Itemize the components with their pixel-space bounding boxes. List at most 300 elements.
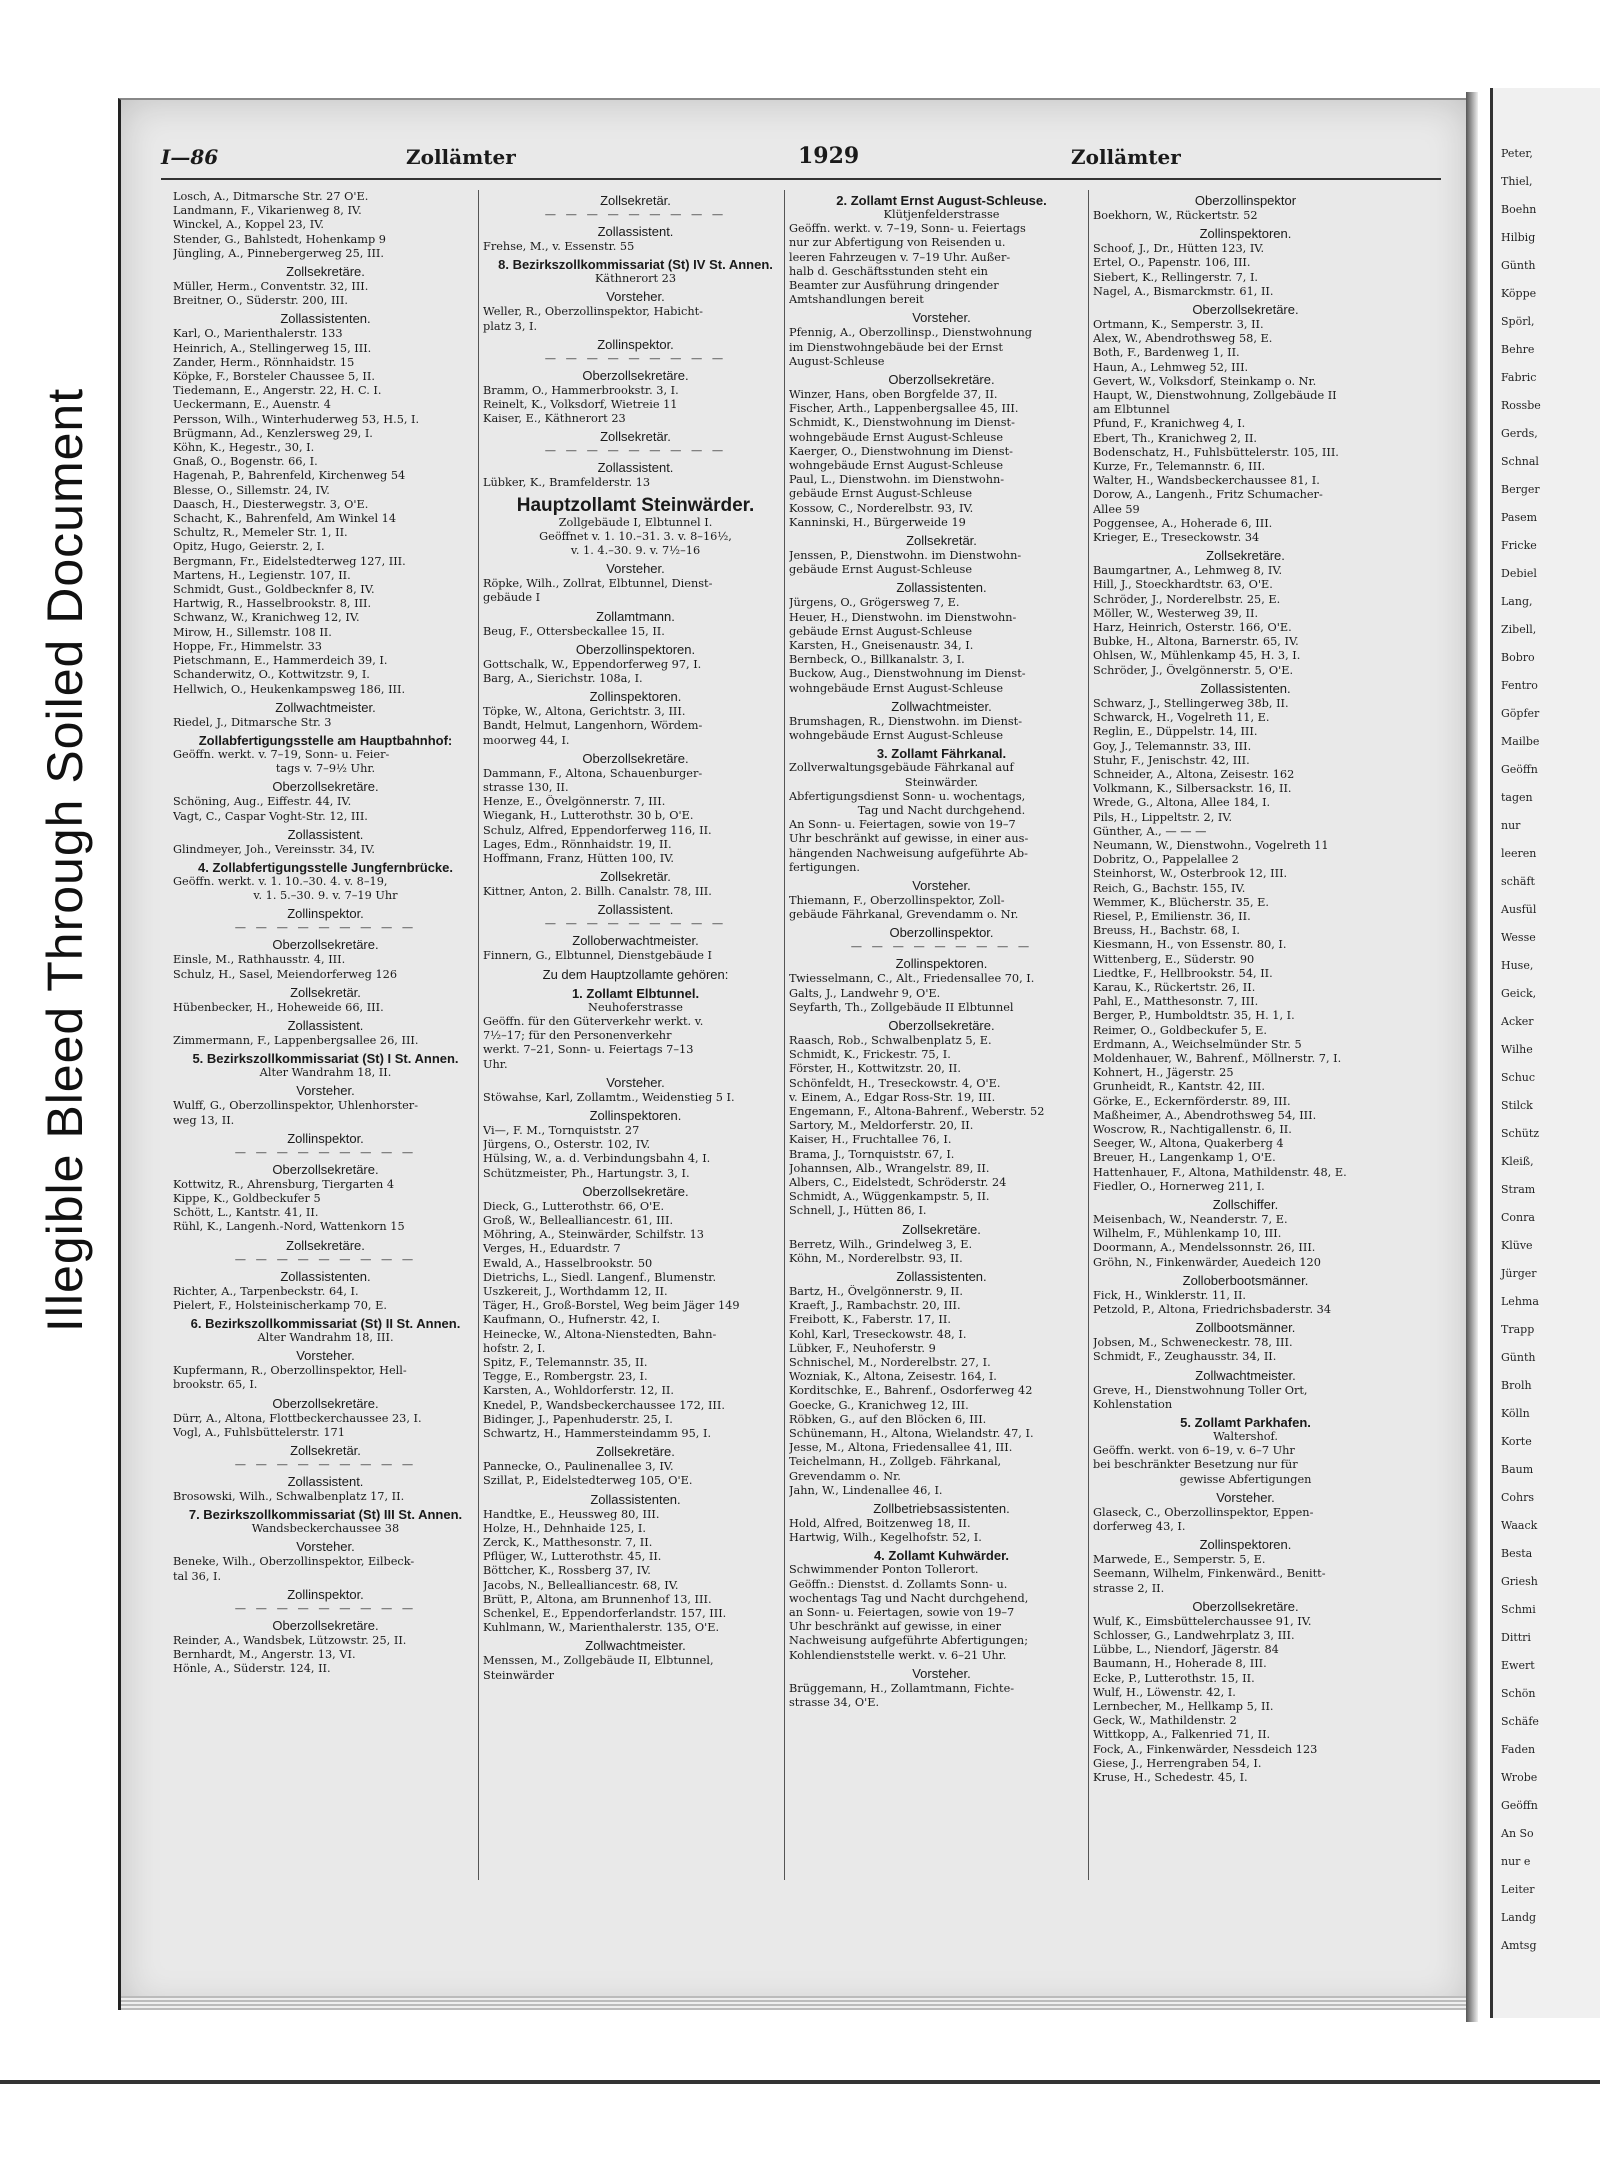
entry-line: werkt. 7–21, Sonn- u. Feiertags 7–13 bbox=[483, 1043, 694, 1057]
column-divider bbox=[478, 190, 479, 1880]
entry-line: Henze, E., Övelgönnerstr. 7, III. bbox=[483, 795, 666, 809]
entry-line: Vogl, A., Fuhlsbüttelerstr. 171 bbox=[173, 1425, 345, 1439]
section-heading: Zollsekretär. bbox=[290, 1442, 361, 1458]
entry-line: Wilhelm, F., Mühlenkamp 10, III. bbox=[1093, 1227, 1282, 1241]
entry-line: Reimer, O., Goldbeckufer 5, E. bbox=[1093, 1023, 1268, 1037]
entry-line: Karsten, H., Gneisenaustr. 34, I. bbox=[789, 639, 974, 653]
adjacent-page-text: Lehma bbox=[1501, 1295, 1539, 1308]
entry-line: Kruse, H., Schedestr. 45, I. bbox=[1093, 1771, 1248, 1785]
entry-line: Kaiser, E., Käthnerort 23 bbox=[483, 412, 626, 426]
vacant-placeholder: — — — — — — — — — bbox=[544, 917, 727, 931]
entry-line: Fischer, Arth., Lappenbergsallee 45, III. bbox=[789, 402, 1019, 416]
entry-line: Verges, H., Eduardstr. 7 bbox=[483, 1242, 621, 1256]
entry-line: Stender, G., Bahlstedt, Hohenkamp 9 bbox=[173, 232, 386, 246]
adjacent-page-text: Huse, bbox=[1501, 959, 1534, 972]
adjacent-page-text: Landg bbox=[1501, 1911, 1537, 1924]
entry-line: im Dienstwohngebäude bei der Ernst bbox=[789, 340, 1003, 354]
entry-line: Breitner, O., Süderstr. 200, III. bbox=[173, 294, 348, 308]
adjacent-page-text: Geick, bbox=[1501, 987, 1537, 1000]
section-heading: Vorsteher. bbox=[606, 289, 665, 305]
entry-line: strasse 130, II. bbox=[483, 781, 569, 795]
entry-line: Hönle, A., Süderstr. 124, II. bbox=[173, 1662, 331, 1676]
entry-line: Marwede, E., Semperstr. 5, E. bbox=[1093, 1553, 1266, 1567]
section-heading: Zollinspektor. bbox=[287, 906, 364, 922]
entry-line: Bergmann, Fr., Eidelstedterweg 127, III. bbox=[173, 554, 406, 568]
entry-line: Hagenah, P., Bahrenfeld, Kirchenweg 54 bbox=[173, 469, 406, 483]
centered-line: Wandsbeckerchaussee 38 bbox=[251, 1522, 400, 1536]
office-heading: 7. Bezirkszollkommissariat (St) III St. Annen. bbox=[188, 1507, 463, 1523]
entry-line: Sartory, M., Meldorferstr. 20, II. bbox=[789, 1119, 974, 1133]
adjacent-page-text: Waack bbox=[1501, 1519, 1538, 1532]
entry-line: Einsle, M., Rathhausstr. 4, III. bbox=[173, 953, 346, 967]
adjacent-page-text: Zibell, bbox=[1501, 623, 1537, 636]
adjacent-page-text: Köppe bbox=[1501, 287, 1537, 300]
centered-line: Alter Wandrahm 18, III. bbox=[257, 1330, 394, 1344]
adjacent-page-text: Ausfül bbox=[1501, 903, 1537, 916]
section-heading: Zollinspektoren. bbox=[1199, 226, 1292, 242]
section-heading: Zollsekretäre. bbox=[286, 264, 365, 280]
column-1 bbox=[173, 190, 478, 1676]
entry-line: Günther, A., — — — bbox=[1093, 824, 1207, 838]
adjacent-page-text: Dittri bbox=[1501, 1631, 1531, 1644]
adjacent-page-text: Ewert bbox=[1501, 1659, 1535, 1672]
centered-line: tags v. 7–9½ Uhr. bbox=[275, 762, 376, 776]
entry-line: Schwanz, W., Kranichweg 12, IV. bbox=[173, 611, 360, 625]
adjacent-page-text: Schuc bbox=[1501, 1071, 1536, 1084]
entry-line: Berger, P., Humboldtstr. 35, H. 1, I. bbox=[1093, 1009, 1295, 1023]
entry-line: Hübenbecker, H., Hoheweide 66, III. bbox=[173, 1000, 384, 1014]
entry-line: Geöffn. werkt. v. 7–19, Sonn- u. Feiertags bbox=[789, 222, 1026, 236]
section-heading: Zollsekretär. bbox=[600, 429, 671, 445]
adjacent-page-text: Behre bbox=[1501, 343, 1535, 356]
section-heading: Zollbootsmänner. bbox=[1195, 1320, 1296, 1336]
entry-line: Zander, Herm., Rönnhaidstr. 15 bbox=[173, 355, 355, 369]
entry-line: Hellwich, O., Heukenkampsweg 186, III. bbox=[173, 682, 406, 696]
entry-line: Goy, J., Telemannstr. 33, III. bbox=[1093, 739, 1252, 753]
entry-line: 7½–17; für den Personenverkehr bbox=[483, 1029, 672, 1043]
office-heading: 3. Zollamt Fährkanal. bbox=[876, 746, 1007, 762]
section-heading: Oberzollsekretäre. bbox=[272, 937, 379, 953]
section-heading: Zollassistenten. bbox=[896, 1268, 987, 1284]
centered-line: v. 1. 5.–30. 9. v. 7–19 Uhr bbox=[253, 889, 398, 903]
entry-line: brookstr. 65, I. bbox=[173, 1378, 258, 1392]
entry-line: wochentags Tag und Nacht durchgehend, bbox=[789, 1591, 1029, 1605]
entry-line: Hoffmann, Franz, Hütten 100, IV. bbox=[483, 852, 674, 866]
entry-line: Breuer, H., Langenkamp 1, O'E. bbox=[1093, 1151, 1276, 1165]
adjacent-page-text: Göpfer bbox=[1501, 707, 1540, 720]
entry-line: dorferweg 43, I. bbox=[1093, 1520, 1186, 1534]
section-heading: Zollinspektoren. bbox=[589, 689, 682, 705]
entry-line: Schmidt, K., Dienstwohnung im Dienst- bbox=[789, 416, 1015, 430]
entry-line: wohngebäude Ernst August-Schleuse bbox=[789, 459, 1004, 473]
entry-line: Schenkel, E., Eppendorferlandstr. 157, III. bbox=[483, 1607, 727, 1620]
entry-line: Baumann, H., Hoherade 8, III. bbox=[1093, 1657, 1267, 1671]
entry-line: Karau, K., Rückertstr. 26, II. bbox=[1093, 980, 1256, 994]
entry-line: Poggensee, A., Hoherade 6, III. bbox=[1093, 516, 1273, 530]
entry-line: Gröhn, N., Finkenwärder, Auedeich 120 bbox=[1093, 1255, 1321, 1269]
column-3 bbox=[789, 190, 1094, 1710]
adjacent-page-text: Conra bbox=[1501, 1211, 1535, 1224]
section-heading: Oberzollsekretäre. bbox=[1192, 1598, 1299, 1614]
section-heading: Zollassistent. bbox=[597, 224, 674, 239]
entry-line: Steinhorst, W., Osterbrook 12, III. bbox=[1093, 867, 1288, 881]
adjacent-page-text: An So bbox=[1501, 1827, 1534, 1840]
adjacent-page-text: nur bbox=[1501, 819, 1521, 832]
entry-line: Schützmeister, Ph., Hartungstr. 3, I. bbox=[483, 1166, 690, 1180]
adjacent-page-text: Fabric bbox=[1501, 371, 1537, 384]
entry-line: Buckow, Aug., Dienstwohnung im Dienst- bbox=[789, 667, 1026, 681]
adjacent-page-text: nur e bbox=[1501, 1855, 1531, 1868]
entry-line: Woscrow, R., Nachtigallenstr. 6, II. bbox=[1093, 1122, 1292, 1136]
entry-line: Bernbeck, O., Billkanalstr. 3, I. bbox=[789, 653, 965, 667]
entry-line: Doormann, A., Mendelssonnstr. 26, III. bbox=[1093, 1241, 1316, 1255]
adjacent-page-text: Spörl, bbox=[1501, 315, 1535, 328]
centered-line: Klütjenfelderstrasse bbox=[883, 208, 1000, 221]
entry-line: Losch, A., Ditmarsche Str. 27 O'E. bbox=[173, 190, 369, 203]
entry-line: Pahl, E., Matthesonstr. 7, III. bbox=[1093, 995, 1259, 1009]
adjacent-page-text: Wrobe bbox=[1501, 1771, 1538, 1784]
vacant-placeholder: — — — — — — — — — bbox=[234, 1145, 417, 1159]
entry-line: Schmidt, F., Zeughausstr. 34, II. bbox=[1093, 1350, 1277, 1364]
entry-line: Kanninski, H., Bürgerweide 19 bbox=[789, 515, 966, 529]
entry-line: Bernhardt, M., Angerstr. 13, VI. bbox=[173, 1648, 356, 1661]
entry-line: Schanderwitz, O., Kottwitzstr. 9, I. bbox=[173, 668, 370, 682]
section-heading: Zollassistenten. bbox=[590, 1491, 681, 1507]
adjacent-page-text: Trapp bbox=[1501, 1323, 1535, 1336]
entry-line: Möhring, A., Steinwärder, Schilfstr. 13 bbox=[483, 1228, 704, 1242]
adjacent-page-text: Korte bbox=[1501, 1435, 1532, 1448]
section-heading: Vorsteher. bbox=[912, 310, 971, 326]
section-heading: Oberzollsekretäre. bbox=[888, 372, 995, 388]
vacant-placeholder: — — — — — — — — — bbox=[234, 1601, 417, 1615]
entry-line: Schmidt, K., Frickestr. 75, I. bbox=[789, 1048, 951, 1062]
entry-line: Zimmermann, F., Lappenbergsallee 26, III. bbox=[173, 1033, 419, 1047]
entry-line: Korditschke, E., Bahrenf., Osdorferweg 42 bbox=[789, 1384, 1033, 1398]
entry-line: Köhn, M., Norderelbstr. 93, II. bbox=[789, 1251, 963, 1265]
entry-line: Vagt, C., Caspar Voght-Str. 12, III. bbox=[173, 809, 368, 823]
entry-line: Wulff, G., Oberzollinspektor, Uhlenhorster- bbox=[173, 1099, 419, 1113]
entry-line: Kupfermann, R., Oberzollinspektor, Hell- bbox=[173, 1364, 407, 1378]
entry-line: Hartwig, R., Hasselbrookstr. 8, III. bbox=[173, 597, 372, 611]
section-heading: Zollsekretäre. bbox=[1206, 548, 1285, 564]
entry-line: Ortmann, K., Semperstr. 3, II. bbox=[1093, 318, 1264, 332]
office-heading: 8. Bezirkszollkommissariat (St) IV St. Annen. bbox=[498, 257, 773, 273]
entry-line: Kossow, C., Norderelbstr. 93, IV. bbox=[789, 501, 974, 515]
adjacent-page-text: Baum bbox=[1501, 1463, 1534, 1476]
entry-line: Wozniak, K., Altona, Zeisestr. 164, I. bbox=[789, 1370, 997, 1384]
adjacent-page-text: Besta bbox=[1501, 1547, 1533, 1560]
entry-line: platz 3, I. bbox=[483, 319, 538, 333]
entry-line: Walter, H., Wandsbeckerchaussee 81, I. bbox=[1093, 474, 1320, 488]
section-heading: Zollschiffer. bbox=[1212, 1197, 1279, 1212]
entry-line: Steinwärder bbox=[483, 1668, 554, 1682]
vacant-placeholder: — — — — — — — — — bbox=[850, 940, 1033, 954]
entry-line: Geöffn. für den Güterverkehr werkt. v. bbox=[483, 1014, 704, 1028]
entry-line: Gevert, W., Volksdorf, Steinkamp o. Nr. bbox=[1093, 374, 1317, 388]
entry-line: Meisenbach, W., Neanderstr. 7, E. bbox=[1093, 1213, 1288, 1226]
entry-line: bei beschränkter Besetzung nur für bbox=[1093, 1458, 1298, 1472]
entry-line: wohngebäude Ernst August-Schleuse bbox=[789, 729, 1004, 743]
adjacent-page-text: Günth bbox=[1501, 259, 1536, 272]
section-heading: Oberzollsekretäre. bbox=[582, 1183, 689, 1199]
section-heading: Vorsteher. bbox=[296, 1083, 355, 1099]
entry-line: Knedel, P., Wandsbeckerchaussee 172, III. bbox=[483, 1398, 725, 1412]
entry-line: Daasch, H., Diesterwegstr. 3, O'E. bbox=[173, 497, 369, 511]
entry-line: gebäude Ernst August-Schleuse bbox=[789, 624, 973, 638]
vacant-placeholder: — — — — — — — — — bbox=[234, 1252, 417, 1266]
entry-line: Schnell, J., Hütten 86, I. bbox=[789, 1204, 927, 1218]
adjacent-page-text: Schön bbox=[1501, 1687, 1536, 1700]
entry-line: Lübbe, L., Niendorf, Jägerstr. 84 bbox=[1093, 1643, 1279, 1657]
entry-line: Kaiser, H., Fruchtallee 76, I. bbox=[789, 1133, 952, 1147]
entry-line: Görke, E., Eckernförderstr. 89, III. bbox=[1093, 1094, 1291, 1108]
entry-line: Kaerger, O., Dienstwohnung im Dienst- bbox=[789, 444, 1013, 458]
entry-line: Kohlendienststelle werkt. v. 6–21 Uhr. bbox=[789, 1648, 1007, 1662]
section-heading: Oberzollsekretäre. bbox=[582, 367, 689, 383]
entry-line: Zerck, K., Matthesonstr. 7, II. bbox=[483, 1535, 653, 1549]
entry-line: Erdmann, A., Weichselmünder Str. 5 bbox=[1093, 1037, 1302, 1051]
section-heading: Vorsteher. bbox=[606, 561, 665, 577]
entry-line: Schacht, K., Bahrenfeld, Am Winkel 14 bbox=[173, 512, 397, 526]
entry-line: Boekhorn, W., Rückertstr. 52 bbox=[1093, 209, 1258, 222]
entry-line: Schröder, J., Övelgönnerstr. 5, O'E. bbox=[1093, 663, 1294, 677]
section-heading: Zollsekretäre. bbox=[596, 1444, 675, 1460]
entry-line: Geöffn. werkt. von 6–19, v. 6–7 Uhr bbox=[1093, 1444, 1295, 1458]
entry-line: Köpke, F., Borsteler Chaussee 5, II. bbox=[173, 370, 375, 384]
column-divider bbox=[1088, 190, 1089, 1880]
entry-line: Finnern, G., Elbtunnel, Dienstgebäude I bbox=[483, 949, 712, 963]
entry-line: Schulz, Alfred, Eppendorferweg 116, II. bbox=[483, 823, 712, 837]
vacant-placeholder: — — — — — — — — — bbox=[544, 351, 727, 365]
entry-line: Wittkopp, A., Falkenried 71, II. bbox=[1093, 1728, 1271, 1742]
entry-line: fertigungen. bbox=[789, 860, 860, 874]
adjacent-page-text: Brolh bbox=[1501, 1379, 1532, 1392]
section-heading: Zollwachtmeister. bbox=[275, 699, 376, 715]
entry-line: Seemann, Wilhelm, Finkenwärd., Benitt- bbox=[1093, 1567, 1326, 1581]
adjacent-page-text: Boehn bbox=[1501, 203, 1537, 216]
entry-line: gebäude Ernst August-Schleuse bbox=[789, 563, 973, 577]
section-heading: Zollsekretär. bbox=[600, 869, 671, 885]
entry-line: Jesse, M., Altona, Friedensallee 41, III. bbox=[789, 1441, 1013, 1455]
entry-line: Handtke, E., Heussweg 80, III. bbox=[483, 1507, 660, 1521]
entry-line: Wulf, K., Eimsbüttelerchaussee 91, IV. bbox=[1093, 1614, 1312, 1628]
entry-line: Greve, H., Dienstwohnung Toller Ort, bbox=[1093, 1383, 1308, 1397]
adjacent-page-text: Faden bbox=[1501, 1743, 1536, 1756]
entry-line: strasse 34, O'E. bbox=[789, 1696, 880, 1710]
entry-line: Stuhr, F., Jenischstr. 42, III. bbox=[1093, 753, 1250, 767]
entry-line: Lages, Edm., Rönnhaidstr. 19, II. bbox=[483, 837, 672, 851]
entry-line: Siebert, K., Rellingerstr. 7, I. bbox=[1093, 270, 1259, 284]
entry-line: Thiemann, F., Oberzollinspektor, Zoll- bbox=[789, 893, 1005, 907]
centered-line: v. 1. 4.–30. 9. v. 7½–16 bbox=[570, 544, 701, 558]
entry-line: Neumann, W., Dienstwohn., Vogelreth 11 bbox=[1093, 838, 1329, 852]
entry-line: Pietschmann, E., Hammerdeich 39, I. bbox=[173, 654, 388, 668]
section-heading: Vorsteher. bbox=[912, 877, 971, 893]
centered-line: Käthnerort 23 bbox=[594, 272, 677, 286]
entry-line: Mirow, H., Sillemstr. 108 II. bbox=[173, 625, 332, 639]
adjacent-page-text: Kölln bbox=[1501, 1407, 1530, 1420]
entry-line: Rühl, K., Langenh.-Nord, Wattenkorn 15 bbox=[173, 1220, 405, 1234]
centered-line: Geöffnet v. 1. 10.–31. 3. v. 8–16½, bbox=[539, 529, 732, 543]
entry-line: Kohnert, H., Jägerstr. 25 bbox=[1093, 1066, 1234, 1080]
entry-line: Jüngling, A., Pinnebergerweg 25, III. bbox=[173, 246, 384, 260]
section-heading: Oberzollsekretäre. bbox=[888, 1017, 995, 1033]
adjacent-page-text: Schmi bbox=[1501, 1603, 1536, 1616]
column-4 bbox=[1093, 190, 1398, 1785]
entry-line: Pannecke, O., Paulinenallee 3, IV. bbox=[483, 1460, 674, 1474]
entry-line: Menssen, M., Zollgebäude II, Elbtunnel, bbox=[483, 1654, 714, 1668]
entry-line: Schulz, H., Sasel, Meiendorferweg 126 bbox=[173, 967, 398, 981]
entry-line: Twiesselmann, C., Alt., Friedensallee 70, I. bbox=[789, 972, 1035, 986]
entry-line: Heuer, H., Dienstwohn. im Dienstwohn- bbox=[789, 610, 1017, 624]
entry-line: Martens, H., Legienstr. 107, II. bbox=[173, 568, 351, 582]
entry-line: Lübker, K., Bramfelderstr. 13 bbox=[483, 476, 651, 490]
main-office-heading: Hauptzollamt Steinwärder. bbox=[516, 494, 755, 516]
entry-line: Böttcher, K., Rossberg 37, IV. bbox=[483, 1564, 651, 1578]
adjacent-page-text: Rossbe bbox=[1501, 399, 1541, 412]
adjacent-page-text: Acker bbox=[1501, 1015, 1534, 1028]
entry-line: Täger, H., Groß-Borstel, Weg beim Jäger 149 bbox=[483, 1299, 740, 1313]
entry-line: Brama, J., Tornquiststr. 67, I. bbox=[789, 1147, 955, 1161]
adjacent-page-text: Mailbe bbox=[1501, 735, 1540, 748]
entry-line: Fock, A., Finkenwärder, Nessdeich 123 bbox=[1093, 1742, 1318, 1756]
entry-line: Beneke, Wilh., Oberzollinspektor, Eilbeck- bbox=[173, 1555, 415, 1569]
adjacent-page-text: Fentro bbox=[1501, 679, 1538, 692]
entry-line: Landmann, F., Vikarienweg 8, IV. bbox=[173, 204, 362, 218]
entry-line: Paul, L., Dienstwohn. im Dienstwohn- bbox=[789, 473, 1005, 487]
section-heading: Oberzollsekretäre. bbox=[272, 1617, 379, 1633]
section-heading: Zollsekretär. bbox=[600, 193, 671, 208]
centered-line: gewisse Abfertigungen bbox=[1179, 1472, 1312, 1486]
section-heading: Zollassistent. bbox=[287, 1473, 364, 1489]
entry-line: Uhr. bbox=[483, 1057, 508, 1071]
section-heading: Zollsekretär. bbox=[906, 533, 977, 549]
adjacent-page-text: Griesh bbox=[1501, 1575, 1538, 1588]
adjacent-page-text: Fricke bbox=[1501, 539, 1537, 552]
entry-line: Jacobs, N., Bellealliancestr. 68, IV. bbox=[483, 1578, 679, 1592]
entry-line: Uhr beschränkt auf gewisse, in einer aus- bbox=[789, 832, 1029, 846]
entry-line: Bodenschatz, H., Fuhlsbüttelerstr. 105, III. bbox=[1093, 445, 1339, 459]
section-heading: Zollamtmann. bbox=[596, 608, 675, 624]
entry-line: Wittenberg, E., Süderstr. 90 bbox=[1093, 952, 1255, 966]
adjacent-page-text: Berger bbox=[1501, 483, 1540, 496]
entry-line: Tegge, E., Rombergstr. 23, I. bbox=[483, 1370, 648, 1384]
adjacent-page-text: Geöffn bbox=[1501, 763, 1538, 776]
section-heading: Zollsekretär. bbox=[290, 984, 361, 1000]
entry-line: Kittner, Anton, 2. Billh. Canalstr. 78, III. bbox=[483, 885, 712, 899]
entry-line: Köhn, K., Hegestr., 30, I. bbox=[173, 441, 315, 455]
entry-line: Stöwahse, Karl, Zollamtm., Weidenstieg 5 I. bbox=[483, 1090, 735, 1104]
adjacent-page-text: Günth bbox=[1501, 1351, 1536, 1364]
entry-line: Pfennig, A., Oberzollinsp., Dienstwohnung bbox=[789, 326, 1032, 340]
entry-line: Tiedemann, E., Angerstr. 22, H. C. I. bbox=[173, 384, 382, 398]
entry-line: Johannsen, Alb., Wrangelstr. 89, II. bbox=[789, 1161, 990, 1175]
entry-line: Dieck, G., Lutterothstr. 66, O'E. bbox=[483, 1199, 665, 1213]
section-heading: Zollassistenten. bbox=[280, 1268, 371, 1284]
entry-line: Kurze, Fr., Telemannstr. 6, III. bbox=[1093, 460, 1266, 474]
entry-line: Seyfarth, Th., Zollgebäude II Elbtunnel bbox=[789, 1000, 1014, 1014]
entry-line: Kaufmann, O., Hufnerstr. 42, I. bbox=[483, 1313, 661, 1327]
entry-line: Kuhlmann, W., Marienthalerstr. 135, O'E. bbox=[483, 1621, 720, 1635]
entry-line: Schwarck, H., Vogelreth 11, E. bbox=[1093, 711, 1270, 725]
entry-line: an Sonn- u. Feiertagen, sowie von 19–7 bbox=[789, 1606, 1015, 1620]
entry-line: Riedel, J., Ditmarsche Str. 3 bbox=[173, 715, 332, 729]
adjacent-page-text: Bobro bbox=[1501, 651, 1535, 664]
entry-line: Dietrichs, L., Siedl. Langenf., Blumenstr. bbox=[483, 1270, 717, 1284]
entry-line: Albers, C., Eidelstedt, Schröderstr. 24 bbox=[789, 1175, 1007, 1189]
section-heading: Zollinspektoren. bbox=[1199, 1537, 1292, 1553]
section-heading: Vorsteher. bbox=[606, 1074, 665, 1090]
header-rule bbox=[161, 178, 1441, 180]
entry-line: Jürgens, O., Grögersweg 7, E. bbox=[789, 596, 960, 610]
entry-line: Seeger, W., Altona, Quakerberg 4 bbox=[1093, 1137, 1284, 1151]
entry-line: Liedtke, F., Hellbrookstr. 54, II. bbox=[1093, 966, 1273, 980]
entry-line: Schwartz, H., Hammersteindamm 95, I. bbox=[483, 1426, 712, 1440]
adjacent-page-text: Pasem bbox=[1501, 511, 1538, 524]
section-heading: Oberzollinspektor bbox=[1194, 193, 1297, 208]
entry-line: Förster, H., Kottwitzstr. 20, II. bbox=[789, 1062, 961, 1076]
entry-line: Jürgens, O., Osterstr. 102, IV. bbox=[483, 1138, 651, 1152]
page-header bbox=[161, 145, 1441, 175]
section-heading: Zollassistenten. bbox=[896, 580, 987, 596]
entry-line: Goecke, G., Kranichweg 12, III. bbox=[789, 1398, 969, 1412]
section-heading: Zollbetriebsassistenten. bbox=[873, 1501, 1010, 1517]
entry-line: Reglin, E., Düppelstr. 14, III. bbox=[1093, 725, 1258, 739]
section-heading: Zollassistenten. bbox=[280, 311, 371, 327]
entry-line: Heinecke, W., Altona-Nienstedten, Bahn- bbox=[483, 1327, 717, 1341]
entry-line: Reinelt, K., Volksdorf, Wietreie 11 bbox=[483, 398, 678, 412]
centered-line: Alter Wandrahm 18, II. bbox=[259, 1066, 392, 1080]
adjacent-page-text: Leiter bbox=[1501, 1883, 1535, 1896]
section-heading: Zolloberwachtmeister. bbox=[572, 933, 699, 949]
entry-line: Both, F., Bardenweg 1, II. bbox=[1093, 346, 1240, 360]
entry-line: Maßheimer, A., Abendrothsweg 54, III. bbox=[1093, 1108, 1317, 1122]
page-number: I—86 bbox=[161, 145, 219, 169]
section-heading: Zollinspektoren. bbox=[895, 956, 988, 972]
section-heading: Zollinspektor. bbox=[597, 336, 674, 352]
section-heading: Oberzollsekretäre. bbox=[272, 1395, 379, 1411]
section-heading: Oberzollsekretäre. bbox=[272, 779, 379, 795]
entry-line: Schoof, J., Dr., Hütten 123, IV. bbox=[1093, 242, 1265, 256]
section-heading: Zollsekretäre. bbox=[286, 1237, 365, 1253]
entry-line: Vi—, F. M., Tornquiststr. 27 bbox=[483, 1123, 640, 1137]
section-heading: Oberzollsekretäre. bbox=[1192, 302, 1299, 318]
entry-line: Baumgartner, A., Lehmweg 8, IV. bbox=[1093, 564, 1283, 578]
entry-line: Allee 59 bbox=[1093, 502, 1140, 516]
year: 1929 bbox=[798, 143, 860, 169]
entry-line: Breuss, H., Bachstr. 68, I. bbox=[1093, 924, 1240, 938]
section-heading: Vorsteher. bbox=[912, 1665, 971, 1681]
left-running-title: Zollämter bbox=[406, 145, 516, 169]
entry-line: Nagel, A., Bismarckmstr. 61, II. bbox=[1093, 284, 1274, 298]
adjacent-page-text: schäft bbox=[1501, 875, 1535, 888]
centered-line: Neuhoferstrasse bbox=[588, 1000, 683, 1014]
entry-line: Pielert, F., Holsteinischerkamp 70, E. bbox=[173, 1298, 387, 1312]
page-edge bbox=[1466, 92, 1478, 2022]
entry-line: Geöffn. werkt. v. 7–19, Sonn- u. Feier- bbox=[173, 747, 390, 761]
adjacent-page-text: Thiel, bbox=[1501, 175, 1533, 188]
entry-line: gebäude Ernst August-Schleuse bbox=[789, 487, 973, 501]
entry-line: Raasch, Rob., Schwalbenplatz 5, E. bbox=[789, 1033, 992, 1047]
entry-line: nur zur Abfertigung von Reisenden u. bbox=[789, 236, 1006, 250]
entry-line: Hill, J., Stoeckhardtstr. 63, O'E. bbox=[1093, 578, 1273, 592]
adjacent-page-text: Wesse bbox=[1501, 931, 1536, 944]
entry-line: Alex, W., Abendrothsweg 58, E. bbox=[1093, 332, 1273, 346]
adjacent-page-text: Kleiß, bbox=[1501, 1155, 1534, 1168]
entry-line: Pils, H., Lippeltstr. 2, IV. bbox=[1093, 810, 1233, 824]
entry-line: Kraeft, J., Rambachstr. 20, III. bbox=[789, 1299, 961, 1313]
entry-line: Bidinger, J., Papenhuderstr. 25, I. bbox=[483, 1412, 673, 1426]
